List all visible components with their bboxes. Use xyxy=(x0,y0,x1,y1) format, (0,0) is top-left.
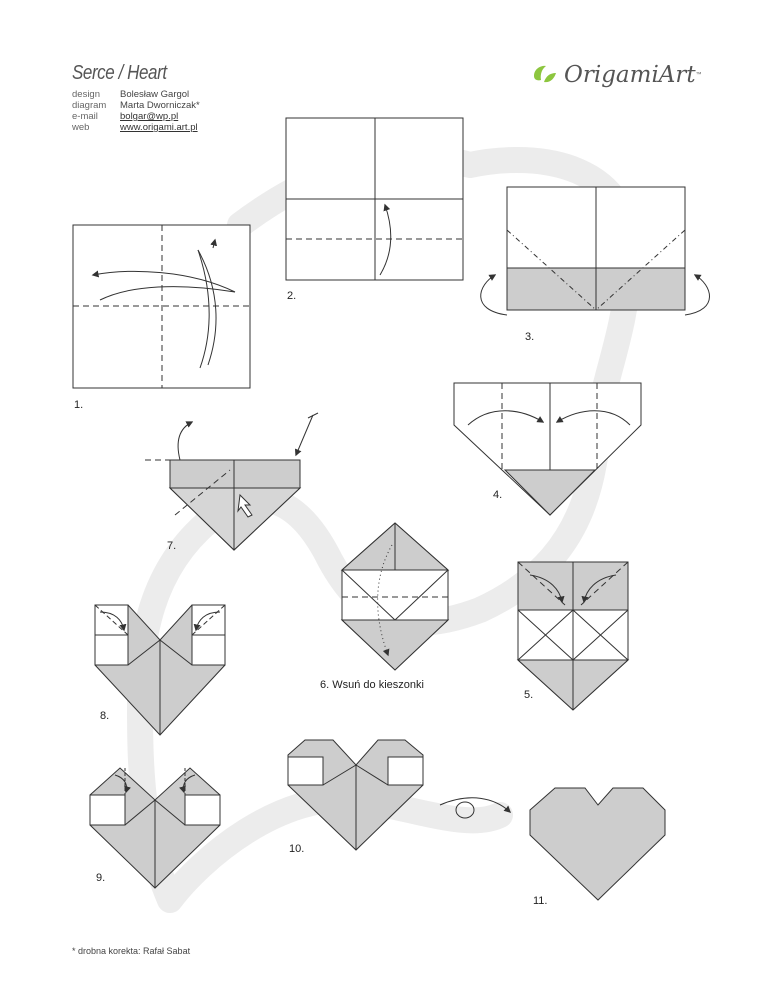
credit-row-email xyxy=(72,111,200,122)
step-label-9: 9. xyxy=(96,872,106,884)
step11-final-heart xyxy=(530,788,665,900)
credit-value: Marta Dworniczak* xyxy=(120,100,200,111)
step3-diagram xyxy=(481,187,710,315)
step-label-5: 5. xyxy=(524,689,534,701)
credit-row-diagram xyxy=(72,100,200,111)
website-link[interactable]: www.origami.art.pl xyxy=(120,122,198,133)
step-label-11: 11. xyxy=(533,895,548,907)
step2-diagram xyxy=(286,118,463,280)
step1-diagram xyxy=(73,225,250,388)
credit-label: web xyxy=(72,122,90,133)
logo-text: OrigamiArt xyxy=(564,62,696,88)
step10-diagram xyxy=(288,740,510,850)
email-link[interactable]: bolgar@wp.pl xyxy=(120,111,179,122)
footnote: * drobna korekta: Rafał Sabat xyxy=(72,946,191,956)
step-label-6: 6. Wsuń do kieszonki xyxy=(320,679,424,691)
origamiart-logo xyxy=(532,62,702,88)
credits-block xyxy=(72,89,200,133)
logo-leaf-icon xyxy=(532,64,558,86)
step7-diagram xyxy=(145,413,318,550)
step-label-8: 8. xyxy=(100,710,110,722)
credit-value: Bolesław Gargol xyxy=(120,89,190,100)
step5-diagram xyxy=(518,562,628,710)
step6-diagram xyxy=(342,523,448,670)
step-label-4: 4. xyxy=(493,489,503,501)
step-label-7: 7. xyxy=(167,540,177,552)
step4-diagram xyxy=(454,383,641,515)
credit-label: design xyxy=(72,89,100,100)
step-label-3: 3. xyxy=(525,331,535,343)
trademark-symbol: ™ xyxy=(695,72,702,78)
credit-label: e-mail xyxy=(72,111,98,122)
step-label-2: 2. xyxy=(287,290,297,302)
step-label-10: 10. xyxy=(289,843,305,855)
credit-row-design xyxy=(72,89,200,100)
page-title: Serce / Heart xyxy=(72,62,167,84)
credit-label: diagram xyxy=(72,100,107,111)
credit-row-web xyxy=(72,122,200,133)
step-label-1: 1. xyxy=(74,399,84,411)
